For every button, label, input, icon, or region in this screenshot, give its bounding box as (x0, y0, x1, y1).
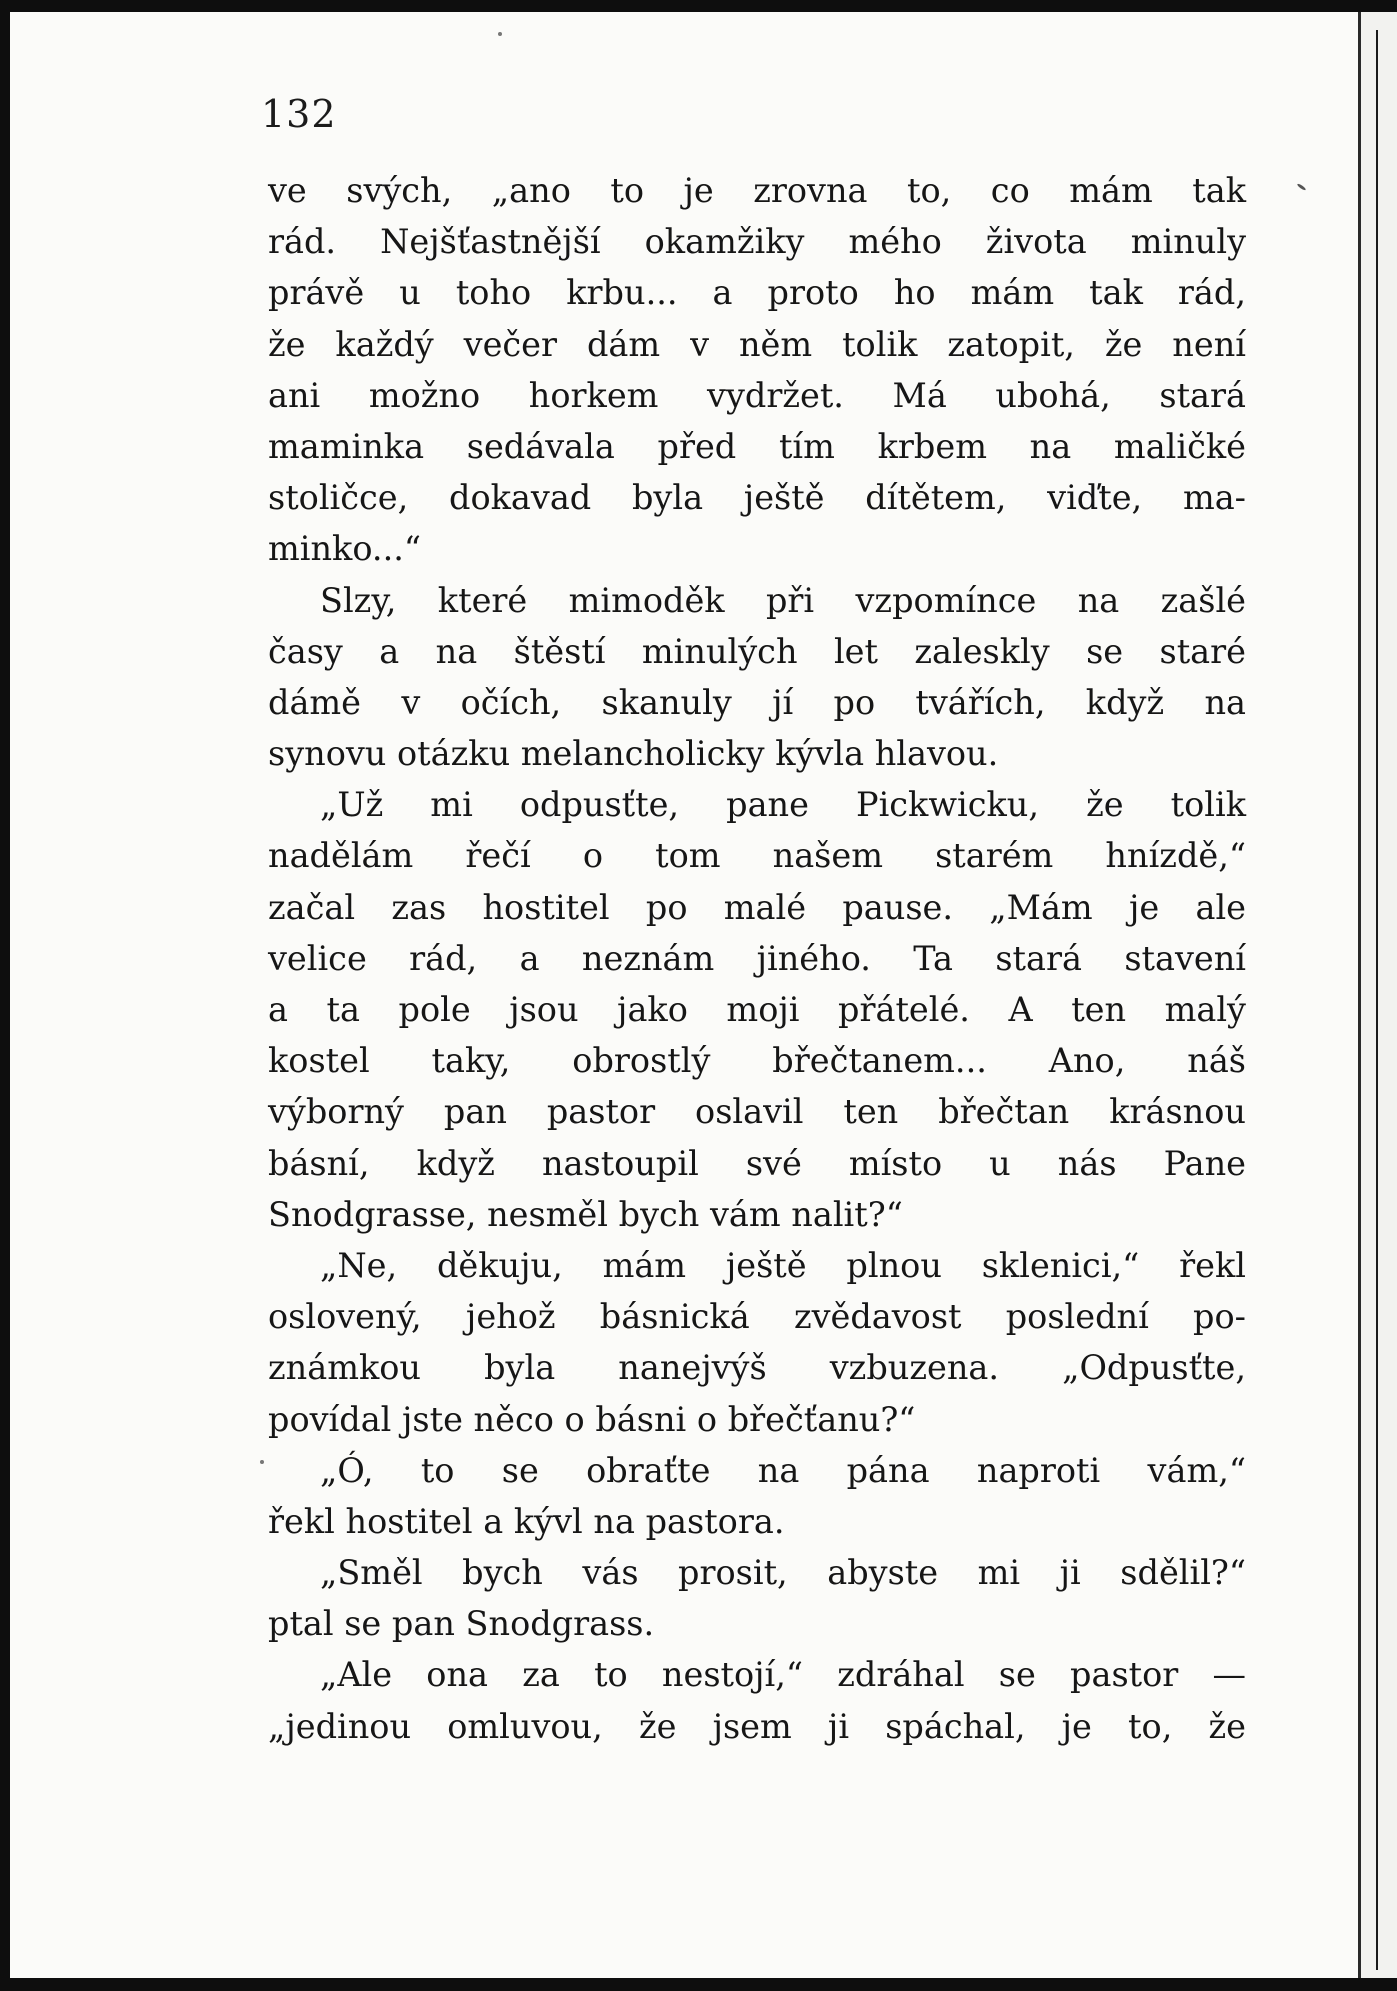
paper-speck (260, 1460, 264, 1464)
text-line: že každý večer dám v něm tolik zatopit, že není (268, 324, 1246, 364)
text-line: synovu otázku melancholicky kývla hlavou. (268, 734, 999, 774)
text-line: „jedinou omluvou, že jsem ji spáchal, je to, že (268, 1706, 1246, 1746)
text-line: začal zas hostitel po malé pause. „Mám je ale (268, 887, 1246, 927)
text-line: básní, když nastoupil své místo u nás Pane (268, 1143, 1246, 1183)
text-line: ptal se pan Snodgrass. (268, 1604, 655, 1644)
text-line: „Ne, děkuju, mám ještě plnou sklenici,“ řekl (320, 1245, 1246, 1285)
text-line: řekl hostitel a kývl na pastora. (268, 1501, 785, 1541)
text-line: časy a na štěstí minulých let zaleskly se staré (268, 631, 1246, 671)
text-line: „Ale ona za to nestojí,“ zdráhal se pastor — (320, 1655, 1246, 1695)
text-line: stoličce, dokavad byla ještě dítětem, viďte, ma- (268, 478, 1246, 518)
text-line: právě u toho krbu... a proto ho mám tak rád, (268, 273, 1246, 313)
adjacent-page-edge (1361, 12, 1397, 1978)
page-number: 132 (261, 92, 337, 136)
paper-speck (498, 32, 502, 36)
text-line: „Ó, to se obraťte na pána naproti vám,“ (320, 1450, 1246, 1490)
text-line: Slzy, které mimoděk při vzpomínce na zašlé (320, 580, 1246, 620)
text-line: minko...“ (268, 529, 422, 569)
text-line: „Už mi odpusťte, pane Pickwicku, že tolik (320, 785, 1246, 825)
text-line: kostel taky, obrostlý břečtanem... Ano, náš (268, 1041, 1246, 1081)
text-line: nadělám řečí o tom našem starém hnízdě,“ (268, 836, 1246, 876)
book-page (10, 12, 1358, 1978)
text-line: oslovený, jehož básnická zvědavost poslední po- (268, 1297, 1246, 1337)
page-text (268, 165, 1246, 1752)
text-line: dámě v očích, skanuly jí po tvářích, když na (268, 682, 1246, 722)
text-line: velice rád, a neznám jiného. Ta stará stavení (268, 938, 1246, 978)
text-line: rád. Nejšťastnější okamžiky mého života minuly (268, 222, 1246, 262)
text-line: povídal jste něco o básni o břečťanu?“ (268, 1399, 916, 1439)
text-line: a ta pole jsou jako moji přátelé. A ten malý (268, 990, 1246, 1029)
text-line: „Směl bych vás prosit, abyste mi ji sdělil?“ (320, 1553, 1246, 1593)
adjacent-page-edge-line (1376, 30, 1378, 1970)
text-line: ve svých, „ano to je zrovna to, co mám tak (268, 171, 1246, 210)
text-line: maminka sedávala před tím krbem na maličké (268, 426, 1246, 466)
text-line: Snodgrasse, nesměl bych vám nalit?“ (268, 1194, 903, 1234)
text-line: ani možno horkem vydržet. Má ubohá, stará (268, 375, 1246, 415)
paper-speck (1297, 183, 1307, 191)
text-line: známkou byla nanejvýš vzbuzena. „Odpusťte, (268, 1348, 1246, 1388)
text-line: výborný pan pastor oslavil ten břečtan krásnou (268, 1092, 1246, 1132)
